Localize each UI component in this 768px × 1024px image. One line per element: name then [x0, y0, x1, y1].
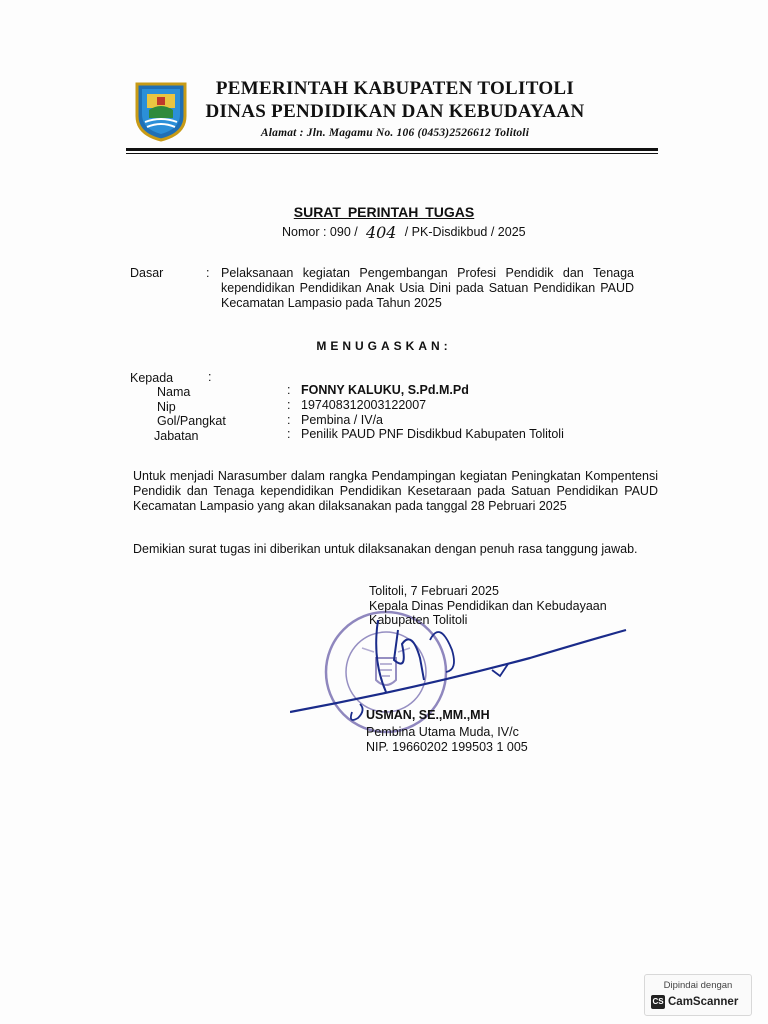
- menugaskan-heading: MENUGASKAN:: [316, 339, 452, 353]
- document-number-handwritten: 404: [365, 223, 397, 242]
- field-colon-nip: :: [287, 398, 291, 412]
- untuk-paragraph: Untuk menjadi Narasumber dalam rangka Pendampingan kegiatan Peningkatan Kompentensi Pendidik dan Tenaga kependidikan Pendidikan Kesetaraan pada Satuan Pendidikan PAUD Kecamatan Lampasio yang akan dilaksanakan pada tanggal 28 Pebruari 2025: [133, 469, 658, 513]
- sign-nip: NIP. 19660202 199503 1 005: [366, 740, 528, 754]
- field-colon-nama: :: [287, 383, 291, 397]
- field-label-nip: Nip: [157, 400, 176, 414]
- field-label-jabatan: Jabatan: [154, 429, 199, 443]
- field-value-nama: FONNY KALUKU, S.Pd.M.Pd: [301, 383, 469, 397]
- field-value-gol: Pembina / IV/a: [301, 413, 383, 427]
- camscanner-logo-icon: CS: [651, 995, 665, 1009]
- document-title-text: SURAT PERINTAH TUGAS: [293, 204, 475, 220]
- camscanner-caption: Dipindai dengan: [663, 980, 733, 991]
- camscanner-brand-text: CamScanner: [668, 996, 739, 1009]
- letterhead-agency: DINAS PENDIDIKAN DAN KEBUDAYAAN: [205, 101, 585, 122]
- camscanner-brand: [651, 995, 738, 1009]
- dasar-colon: :: [206, 266, 210, 280]
- dasar-label: Dasar: [130, 266, 164, 280]
- closing-paragraph: Demikian surat tugas ini diberikan untuk dilaksanakan dengan penuh rasa tanggung jawab.: [133, 542, 638, 556]
- kepada-label: Kepada: [130, 371, 174, 385]
- document-number-prefix: Nomor : 090 /: [282, 225, 358, 239]
- letterhead: [200, 78, 590, 139]
- sign-position-2: Kabupaten Tolitoli: [369, 613, 468, 627]
- field-colon-jabatan: :: [287, 427, 291, 441]
- regency-emblem-icon: [133, 80, 189, 142]
- sign-place-date: Tolitoli, 7 Februari 2025: [369, 584, 499, 598]
- letterhead-government: PEMERINTAH KABUPATEN TOLITOLI: [215, 78, 575, 99]
- letterhead-rule-thick: [126, 148, 658, 151]
- dasar-text: Pelaksanaan kegiatan Pengembangan Profesi Pendidik dan Tenaga kependidikan Pendidikan Anak Usia Dini pada Satuan Pendidikan PAUD Kecamatan Lampasio pada Tahun 2025: [221, 266, 634, 310]
- field-label-nama: Nama: [157, 385, 191, 399]
- field-label-gol: Gol/Pangkat: [157, 414, 226, 428]
- sign-rank: Pembina Utama Muda, IV/c: [366, 725, 519, 739]
- letterhead-rule-thin: [126, 153, 658, 154]
- sign-name: USMAN, SE.,MM.,MH: [366, 708, 490, 722]
- field-colon-gol: :: [287, 413, 291, 427]
- letterhead-address: Alamat : Jln. Magamu No. 106 (0453)2526612 Tolitoli: [260, 127, 530, 139]
- camscanner-watermark: [644, 974, 752, 1016]
- field-value-jabatan: Penilik PAUD PNF Disdikbud Kabupaten Tolitoli: [301, 427, 564, 441]
- document-number: [282, 221, 526, 240]
- document-title: [0, 204, 768, 220]
- field-value-nip: 197408312003122007: [301, 398, 427, 412]
- document-number-suffix: / PK-Disdikbud / 2025: [404, 225, 526, 239]
- kepada-colon: :: [208, 370, 212, 384]
- sign-position-1: Kepala Dinas Pendidikan dan Kebudayaan: [369, 599, 607, 613]
